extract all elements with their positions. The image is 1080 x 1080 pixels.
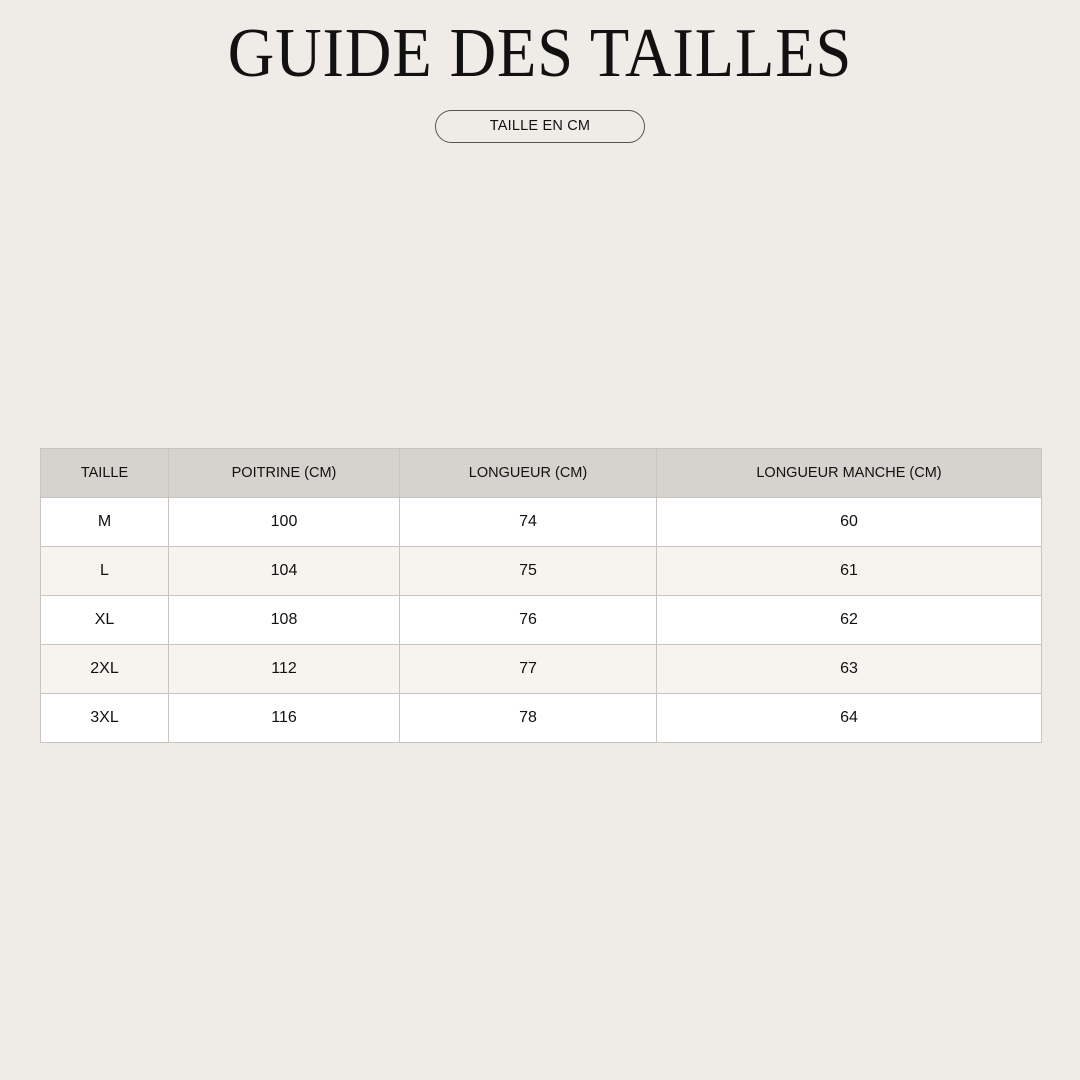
cell-chest: 116: [169, 694, 400, 743]
table-row: [41, 547, 1042, 596]
table-row: [41, 596, 1042, 645]
cell-size: 2XL: [41, 645, 169, 694]
cell-size: L: [41, 547, 169, 596]
cell-sleeve: 63: [657, 645, 1042, 694]
cell-sleeve: 62: [657, 596, 1042, 645]
cell-sleeve: 61: [657, 547, 1042, 596]
cell-length: 75: [400, 547, 657, 596]
cell-sleeve: 60: [657, 498, 1042, 547]
header-size: TAILLE: [41, 449, 169, 498]
cell-chest: 100: [169, 498, 400, 547]
table-header-row: [41, 449, 1042, 498]
unit-badge: TAILLE EN CM: [435, 110, 645, 143]
table-row: [41, 694, 1042, 743]
table-row: [41, 498, 1042, 547]
cell-size: XL: [41, 596, 169, 645]
cell-length: 78: [400, 694, 657, 743]
cell-length: 77: [400, 645, 657, 694]
header-length: LONGUEUR (CM): [400, 449, 657, 498]
cell-length: 76: [400, 596, 657, 645]
cell-chest: 112: [169, 645, 400, 694]
cell-chest: 108: [169, 596, 400, 645]
cell-size: 3XL: [41, 694, 169, 743]
size-chart-table: [40, 448, 1042, 743]
header-chest: POITRINE (CM): [169, 449, 400, 498]
cell-size: M: [41, 498, 169, 547]
table-row: [41, 645, 1042, 694]
cell-length: 74: [400, 498, 657, 547]
header-sleeve-length: LONGUEUR MANCHE (CM): [657, 449, 1042, 498]
page-title: GUIDE DES TAILLES: [227, 15, 853, 92]
cell-chest: 104: [169, 547, 400, 596]
cell-sleeve: 64: [657, 694, 1042, 743]
